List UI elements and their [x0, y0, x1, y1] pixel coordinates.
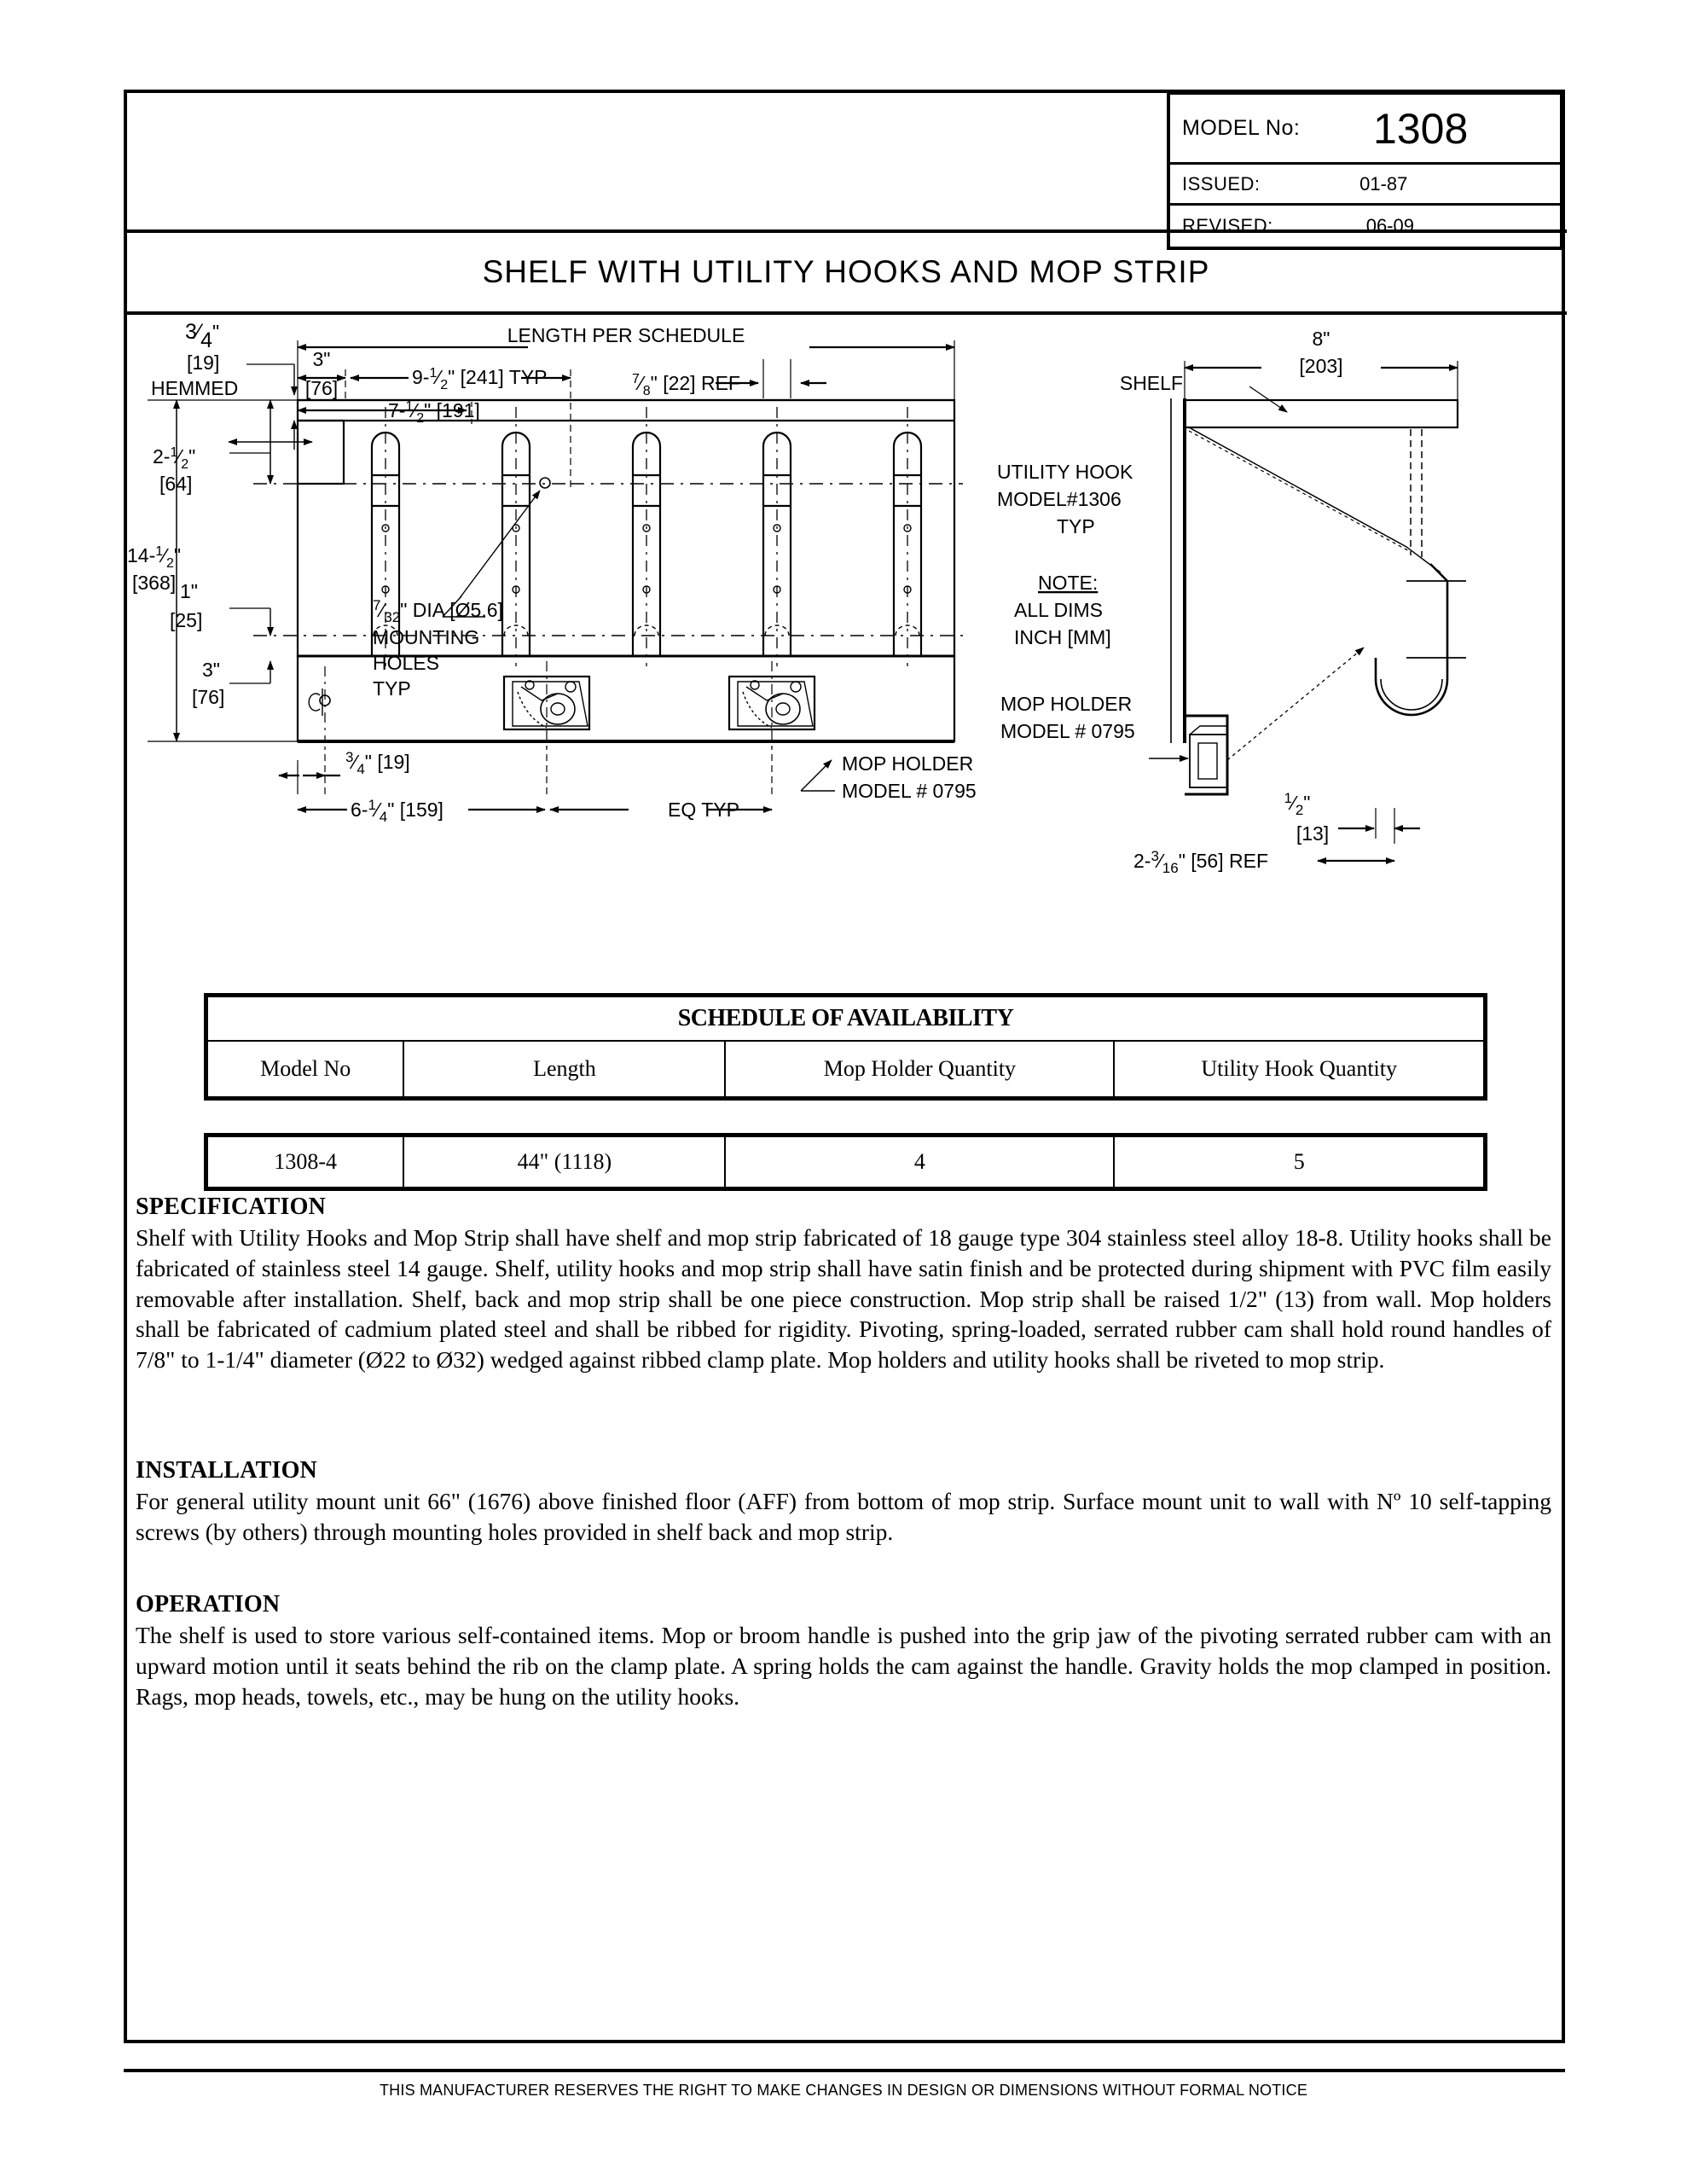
issued-label: ISSUED:	[1182, 172, 1261, 195]
eq-typ-label: EQ TYP	[668, 799, 739, 821]
utility-hook-line3: TYP	[1057, 515, 1095, 537]
column-header-length: Length	[403, 1041, 725, 1099]
shelf-label: SHELF	[1119, 372, 1183, 394]
title-block	[1167, 91, 1563, 250]
dim-7-8-ref-label: $^7⁄_8$" [22] REF	[632, 372, 740, 398]
prose-sections	[136, 1194, 1551, 1712]
schedule-title-row	[206, 996, 1486, 1042]
document-title-band	[125, 229, 1567, 315]
dim-3in-mm: [76]	[304, 377, 339, 399]
revised-value: 06-09	[1365, 215, 1414, 236]
schedule-gap	[204, 1101, 1487, 1133]
note-title: NOTE:	[1038, 572, 1099, 594]
dim-14half-mm: [368]	[132, 572, 177, 594]
mounting-holes-line3: HOLES	[373, 652, 439, 674]
dim-8in: 8"	[1312, 328, 1330, 350]
mounting-hole	[540, 478, 550, 488]
dim-3-4-bottom: $^3⁄_4$" [19]	[345, 749, 410, 777]
utility-hook-line1: UTILITY HOOK	[997, 461, 1133, 483]
dim-2half-label: $2-^1⁄_2$"	[153, 445, 196, 472]
installation-section	[136, 1457, 1551, 1548]
note-line1: ALL DIMS	[1014, 599, 1103, 621]
column-header-model-no: Model No	[206, 1041, 404, 1099]
dim-length-per-schedule: LENGTH PER SCHEDULE	[507, 324, 745, 346]
dim-half-in-mm: [13]	[1296, 822, 1330, 845]
dim-3in-bottom: 3"	[202, 659, 220, 681]
page-title: SHELF WITH UTILITY HOOKS AND MOP STRIP	[482, 254, 1210, 289]
column-header-mop-holder-qty: Mop Holder Quantity	[725, 1041, 1114, 1099]
note-line2: INCH [MM]	[1014, 626, 1111, 648]
operation-body: The shelf is used to store various self-contained items. Mop or broom handle is pushed into the grip jaw of the pivoting serrated rubber cam with an upward motion until it seats behind the rib on the clamp plate. A spring holds the cam against the handle. Gravity holds the mop clamped in position. Rags, mop heads, towels, etc., may be hung on the utility hooks.	[136, 1622, 1551, 1710]
technical-drawing	[127, 317, 1562, 1067]
specification-section	[136, 1194, 1551, 1375]
dim-3in-bottom-mm: [76]	[192, 686, 225, 708]
installation-body: For general utility mount unit 66" (1676) above finished floor (AFF) from bottom of mop strip. Surface mount unit to wall with Nº 10 self-tapping screws (by others) through mounting holes provided in shelf back and mop strip.	[136, 1487, 1551, 1545]
model-label: MODEL No:	[1182, 116, 1301, 140]
sheet-border	[124, 90, 1565, 2043]
mop-holder-bottom-line2: MODEL # 0795	[842, 780, 977, 802]
dim-6-quarter: $6-^1⁄_4$" [159]	[351, 797, 443, 825]
utility-hook-front	[894, 407, 921, 666]
cell-utility-hook-qty: 5	[1114, 1136, 1485, 1189]
utility-hook-front	[633, 407, 660, 666]
mounting-holes-line2: MOUNTING	[373, 626, 480, 648]
dim-1in-mm: [25]	[170, 609, 203, 631]
specification-body: Shelf with Utility Hooks and Mop Strip shall have shelf and mop strip fabricated of 18 gauge type 304 stainless steel alloy 18-8. Utility hooks shall be fabricated of stainless steel 14 gauge. Shelf, utility hooks and mop strip shall have satin finish and be protected during shipment with PVC film easily removable after installation. Shelf, back and mop strip shall be one piece construction. Mop strip shall be raised 1/2" (13) from wall. Mop holders shall be fabricated of cadmium plated steel and shall be ribbed for rigidity. Pivoting, spring-loaded, serrated rubber cam shall hold round handles of 7/8" to 1-1/4" diameter (Ø22 to Ø32) wedged against ribbed clamp plate. Mop holders and utility hooks shall be riveted to mop strip.	[136, 1224, 1551, 1373]
schedule-of-availability	[204, 993, 1487, 1191]
schedule-data-table	[204, 1133, 1487, 1191]
hemmed-label: HEMMED	[151, 377, 239, 399]
footer-divider	[124, 2069, 1565, 2072]
mounting-holes-line1: $^7⁄_{32}$" DIA [Ø5.6]	[373, 597, 503, 625]
dim-14half-label: $14-^1⁄_2$"	[127, 544, 182, 571]
dim-half-in: $^1⁄_2$"	[1284, 790, 1311, 818]
cell-mop-holder-qty: 4	[725, 1136, 1114, 1189]
dim-7half-label: $7-^1⁄_2$" [191]	[388, 399, 480, 426]
issued-value: 01-87	[1359, 172, 1408, 195]
specification-heading: SPECIFICATION	[136, 1194, 327, 1220]
utility-hook-front	[763, 407, 791, 666]
model-value: 1308	[1373, 104, 1469, 153]
dim-1in: 1"	[180, 580, 198, 602]
cell-length: 44" (1118)	[403, 1136, 725, 1189]
mounting-holes-line4: TYP	[373, 677, 411, 700]
installation-heading: INSTALLATION	[136, 1456, 317, 1484]
title-block-issued-row	[1170, 165, 1560, 206]
utility-hook-front	[502, 407, 530, 666]
utility-hook-line2: MODEL#1306	[997, 488, 1122, 510]
column-header-utility-hook-qty: Utility Hook Quantity	[1114, 1041, 1485, 1099]
revised-label: REVISED:	[1182, 215, 1273, 236]
schedule-header-row	[206, 1041, 1486, 1099]
mop-holder-side	[1149, 716, 1227, 794]
dim-3-4-mm: [19]	[187, 351, 220, 374]
operation-section	[136, 1591, 1551, 1711]
mop-holder-right-line1: MOP HOLDER	[1000, 693, 1133, 715]
dim-3in: 3"	[312, 348, 331, 370]
shelf-side	[1185, 400, 1458, 427]
footer-disclaimer: THIS MANUFACTURER RESERVES THE RIGHT TO MAKE CHANGES IN DESIGN OR DIMENSIONS WITHOUT FORMAL NOTICE	[379, 2082, 1308, 2099]
dim-9half-label: $9-^1⁄_2$" [241] TYP	[412, 366, 548, 392]
dim-2-3-16-ref: $2-^3⁄_{16}$" [56] REF	[1133, 848, 1268, 876]
cell-model-no: 1308-4	[206, 1136, 404, 1189]
table-row	[206, 1136, 1486, 1189]
schedule-header-table	[204, 993, 1487, 1101]
operation-heading: OPERATION	[136, 1591, 281, 1618]
dim-3-4-label: 3⁄4"	[185, 320, 220, 352]
dim-8in-mm: [203]	[1299, 355, 1343, 377]
dim-2half-mm: [64]	[159, 473, 193, 495]
title-block-model-row	[1170, 95, 1560, 165]
schedule-title: SCHEDULE OF AVAILABILITY	[206, 996, 1486, 1042]
mop-holder-right-line2: MODEL # 0795	[1000, 720, 1135, 742]
mop-holder-bottom-line1: MOP HOLDER	[842, 752, 974, 775]
